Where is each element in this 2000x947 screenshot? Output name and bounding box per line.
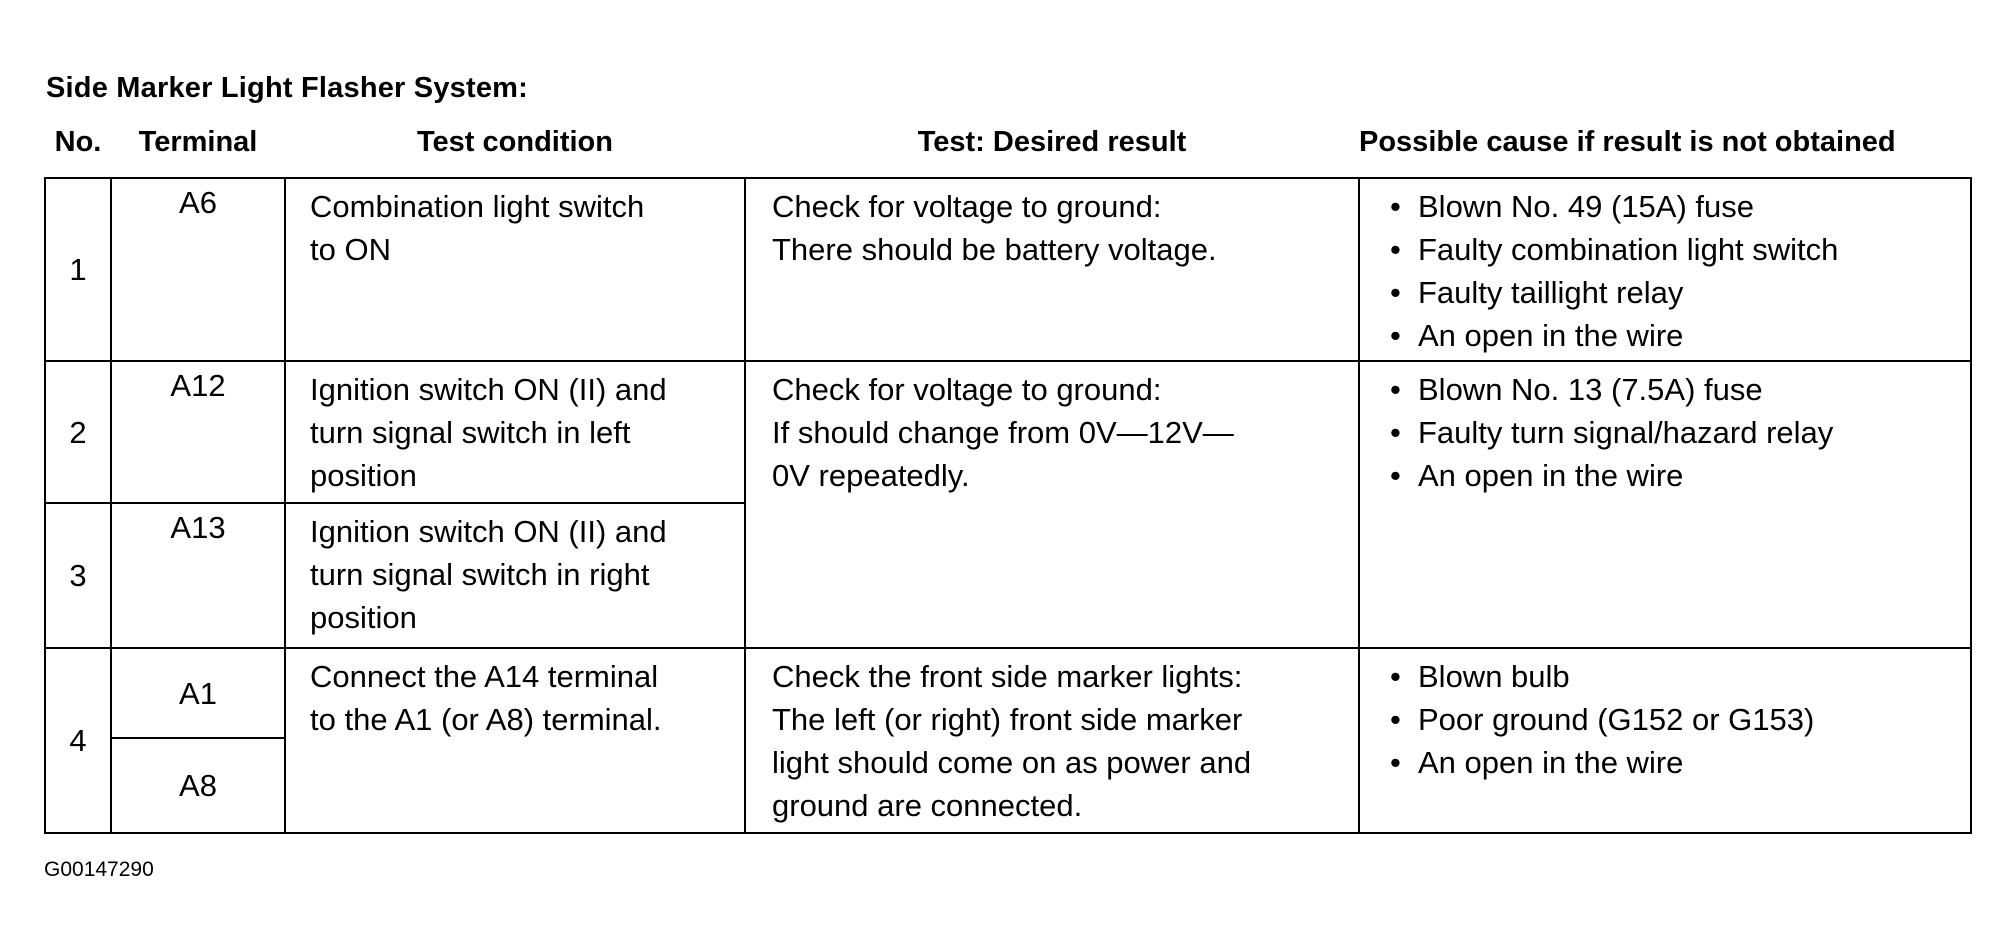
result-line: If should change from 0V—12V— <box>772 415 1234 450</box>
result-line: The left (or right) front side marker <box>772 702 1243 737</box>
row-number: 3 <box>45 503 111 648</box>
result-line: ground are connected. <box>772 788 1083 823</box>
cause-item: • An open in the wire <box>1390 741 1958 784</box>
condition-line: position <box>310 600 417 635</box>
cause-item: • Faulty taillight relay <box>1390 271 1958 314</box>
header-desired-result: Test: Desired result <box>917 126 1187 158</box>
table-row <box>45 648 1971 738</box>
figure-id: G00147290 <box>44 858 154 881</box>
cause-item: • Poor ground (G152 or G153) <box>1390 698 1958 741</box>
result-line: Check the front side marker lights: <box>772 659 1243 694</box>
cause-list <box>1390 655 1958 784</box>
cause-item: • Faulty turn signal/hazard relay <box>1390 411 1958 454</box>
terminal-cell: A13 <box>111 503 285 648</box>
result-line: There should be battery voltage. <box>772 232 1217 267</box>
condition-line: to ON <box>310 232 391 267</box>
terminal-cell: A6 <box>111 178 285 361</box>
cause-list <box>1390 185 1958 357</box>
row-number: 2 <box>45 361 111 503</box>
terminal-cell: A12 <box>111 361 285 503</box>
result-line: 0V repeatedly. <box>772 458 970 493</box>
cause-list <box>1390 368 1958 497</box>
cause-item: • Blown No. 13 (7.5A) fuse <box>1390 368 1958 411</box>
desired-result-cell <box>745 178 1359 361</box>
condition-line: Ignition switch ON (II) and <box>310 372 667 407</box>
test-condition-cell <box>285 178 745 361</box>
terminal-cell: A8 <box>111 738 285 833</box>
possible-cause-cell <box>1359 361 1971 648</box>
desired-result-cell <box>745 361 1359 648</box>
terminal-cell: A1 <box>111 648 285 738</box>
header-possible-cause: Possible cause if result is not obtained <box>1359 126 1896 158</box>
header-terminal: Terminal <box>138 126 258 158</box>
cause-item: • Blown bulb <box>1390 655 1958 698</box>
desired-result-cell <box>745 648 1359 833</box>
test-condition-cell <box>285 361 745 503</box>
row-number: 1 <box>45 178 111 361</box>
condition-line: to the A1 (or A8) terminal. <box>310 702 662 737</box>
possible-cause-cell <box>1359 648 1971 833</box>
test-condition-cell <box>285 648 745 833</box>
condition-line: Connect the A14 terminal <box>310 659 659 694</box>
header-no: No. <box>54 126 102 158</box>
row-number: 4 <box>45 648 111 833</box>
cause-item: • Faulty combination light switch <box>1390 228 1958 271</box>
condition-line: position <box>310 458 417 493</box>
table-row <box>45 178 1971 361</box>
header-test-condition: Test condition <box>416 126 613 158</box>
flasher-test-table <box>44 126 1972 834</box>
condition-line: turn signal switch in right <box>310 557 650 592</box>
header-row <box>45 126 1971 178</box>
cause-item: • Blown No. 49 (15A) fuse <box>1390 185 1958 228</box>
test-condition-cell <box>285 503 745 648</box>
cause-item: • An open in the wire <box>1390 454 1958 497</box>
possible-cause-cell <box>1359 178 1971 361</box>
condition-line: turn signal switch in left <box>310 415 631 450</box>
result-line: Check for voltage to ground: <box>772 372 1162 407</box>
result-line: light should come on as power and <box>772 745 1252 780</box>
table-row <box>45 361 1971 503</box>
condition-line: Combination light switch <box>310 189 645 224</box>
cause-item: • An open in the wire <box>1390 314 1958 357</box>
result-line: Check for voltage to ground: <box>772 189 1162 224</box>
condition-line: Ignition switch ON (II) and <box>310 514 667 549</box>
table-title: Side Marker Light Flasher System: <box>46 72 529 104</box>
